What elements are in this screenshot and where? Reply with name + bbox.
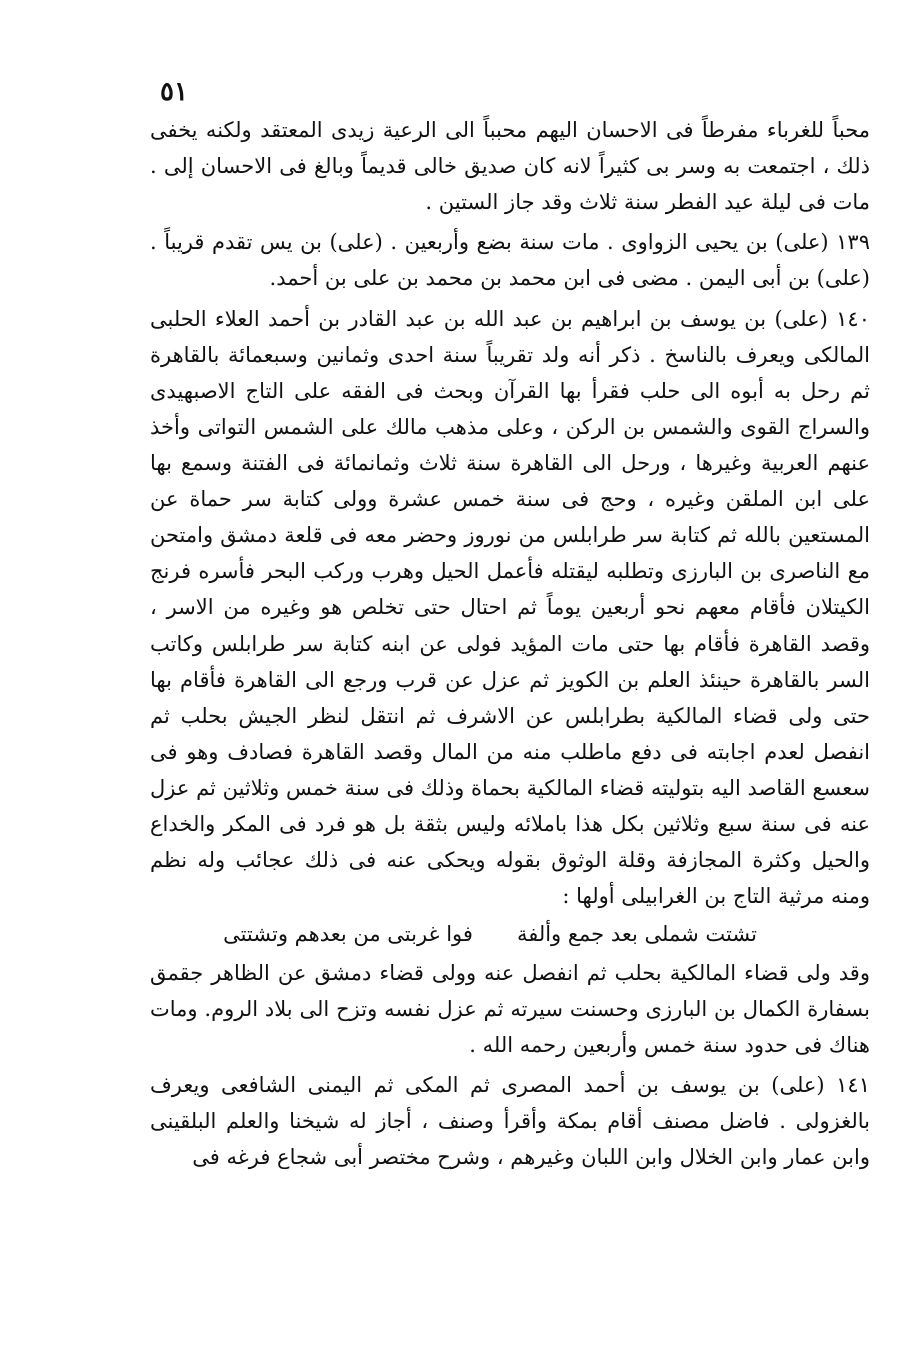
- verse-line: [150, 916, 870, 952]
- paragraph-continuation: محباً للغرباء مفرطاً فى الاحسان اليهم محبباً الى الرعية زيدى المعتقد ولكنه يخفى ذلك ، اجتمعت به وسر بى كثيراً لانه كان صديق خالى قديماً وبالغ فى الاحسان إلى . مات فى ليلة عيد الفطر سنة ثلاث وقد جاز الستين .: [150, 118, 870, 215]
- verse-hemistich-first: تشتت شملى بعد جمع وألفة: [516, 922, 757, 947]
- page-number: ٥١: [160, 77, 188, 107]
- entry-140-continuation: وقد ولى قضاء المالكية بحلب ثم انفصل عنه وولى قضاء دمشق عن الظاهر جقمق بسفارة الكمال بن البارزى وحسنت سيرته ثم عزل نفسه وتزح الى بلاد الروم. ومات هناك فى حدود سنة خمس وأربعين رحمه الله .: [150, 960, 870, 1057]
- book-page: [150, 72, 870, 1292]
- entry-140: ١٤٠ (على) بن يوسف بن ابراهيم بن عبد الله بن عبد القادر بن أحمد العلاء الحلبى المالكى ويعرف بالناسخ . ذكر أنه ولد تقريباً سنة احدى وثمانين وسبعمائة بالقاهرة ثم رحل به أبوه الى حلب فقرأ بها القرآن وبحث فى الفقه على التاج الاصبهيدى والسراج القوى والشمس بن الركن ، وعلى مذهب مالك على الشمس التواتى وأخذ عنهم العربية وغيرها ، ورحل الى القاهرة سنة ثلاث وثمانمائة فى الفتنة وسمع بها على ابن الملقن وغيره ، وحج فى سنة خمس عشرة وولى كتابة سر حماة عن المستعين بالله ثم كتابة سر طرابلس من نوروز وحضر معه فى قلعة دمشق وامتحن مع الناصرى بن البارزى وتطلبه ليقتله فأعمل الحيل وهرب وركب البحر فأسره فرنج الكيتلان فأقام معهم نحو أربعين يوماً ثم احتال حتى تخلص هو وغيره من الاسر ، وقصد القاهرة فأقام بها حتى مات المؤيد فولى عن ابنه كتابة سر طرابلس وكاتب السر بالقاهرة حينئذ العلم بن الكويز ثم عزل عن قرب ورجع الى القاهرة فأقام بها حتى ولى قضاء المالكية بطرابلس عن الاشرف ثم انتقل لنظر الجيش بحلب ثم انفصل لعدم اجابته فى دفع ماطلب منه من المال وقصد القاهرة فصادف وهو فى سعسع القاصد اليه بتوليته قضاء المالكية بحماة وذلك فى سنة خمس وثلاثين ثم عزل عنه فى سنة سبع وثلاثين بكل هذا باملائه وليس بثقة بل هو فرد فى المكر والخداع والحيل وكثرة المجازفة وقلة الوثوق بقوله ويحكى عنه فى ذلك عجائب وله نظم ومنه مرثية التاج بن الغرابيلى أولها :: [150, 306, 870, 909]
- entry-141: ١٤١ (على) بن يوسف بن أحمد المصرى ثم المكى ثم اليمنى الشافعى ويعرف بالغزولى . فاضل مصنف أقام بمكة وأقرأ وصنف ، أجاز له شيخنا والعلم البلقينى وابن عمار وابن الخلال وابن اللبان وغيرهم ، وشرح مختصر أبى شجاع فرغه فى: [150, 1072, 870, 1170]
- entry-139: ١٣٩ (على) بن يحيى الزواوى . مات سنة بضع وأربعين . (على) بن يس تقدم قريباً . (على) بن أبى اليمن . مضى فى ابن محمد بن محمد بن على بن أحمد.: [150, 230, 870, 291]
- verse-hemistich-second: فوا غربتى من بعدهم وتشتتى: [223, 922, 473, 947]
